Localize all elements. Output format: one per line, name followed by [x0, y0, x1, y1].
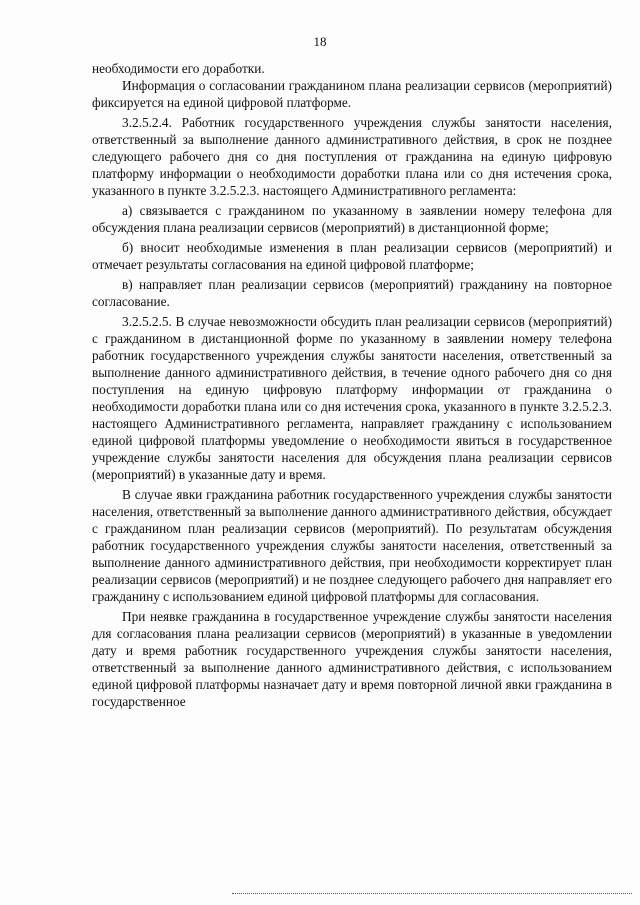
paragraph-item-a: а) связывается с гражданином по указанному в заявлении номеру телефона для обсуждения плана реализации сервисов (мероприятий) в дистанционной форме;: [92, 203, 612, 235]
paragraph-item-v: в) направляет план реализации сервисов (мероприятий) гражданину на повторное согласование.: [92, 277, 612, 309]
scan-footer-line: [232, 893, 632, 894]
paragraph-approval-info: Информация о согласовании гражданином плана реализации сервисов (мероприятий) фиксируется на единой цифровой платформе.: [92, 78, 612, 110]
document-body: [92, 60, 612, 710]
paragraph-continuation: необходимости его доработки.: [92, 61, 265, 76]
paragraph-citizen-appearance: В случае явки гражданина работник государственного учреждения службы занятости населения, ответственный за выполнение данного административного действия, обсуждает с гражданином план реализации сервисов (мероприятий). По результатам обсуждения работник государственного учреждения службы занятости населения, ответственный за выполнение данного административного действия, при необходимости корректирует план реализации сервисов (мероприятий) и не позднее следующего рабочего дня направляет его гражданину с использованием единой цифровой платформы для согласования.: [92, 487, 612, 604]
paragraph-item-b: б) вносит необходимые изменения в план реализации сервисов (мероприятий) и отмечает результаты согласования на единой цифровой платформе;: [92, 240, 612, 272]
paragraph-clause-3-2-5-2-4: 3.2.5.2.4. Работник государственного учреждения службы занятости населения, ответственный за выполнение данного административного действия, в срок не позднее следующего рабочего дня со дня поступления от гражданина на единую цифровую платформу информации о необходимости доработки плана или со дня истечения срока, указанного в пункте 3.2.5.2.3. настоящего Административного регламента:: [92, 115, 612, 198]
page-number: 18: [313, 34, 327, 49]
paragraph-citizen-no-show: При неявке гражданина в государственное учреждение службы занятости населения для согласования плана реализации сервисов (мероприятий) в указанные в уведомлении дату и время работник государственного учреждения службы занятости населения, ответственный за выполнение данного административного действия, с использованием единой цифровой платформы назначает дату и время повторной личной явки гражданина в государственное: [92, 609, 612, 709]
paragraph-clause-3-2-5-2-5: 3.2.5.2.5. В случае невозможности обсудить план реализации сервисов (мероприятий) с гражданином в дистанционной форме по указанному в заявлении номеру телефона работник государственного учреждения службы занятости населения, ответственный за выполнение данного административного действия, в течение одного рабочего дня со дня поступления на единую цифровую платформу информации от гражданина о необходимости доработки плана или со дня истечения срока, указанного в пункте 3.2.5.2.3. настоящего Административного регламента, направляет гражданину с использованием единой цифровой платформы уведомление о необходимости явиться в государственное учреждение службы занятости населения для обсуждения плана реализации сервисов (мероприятий) в указанные дату и время.: [92, 314, 612, 482]
